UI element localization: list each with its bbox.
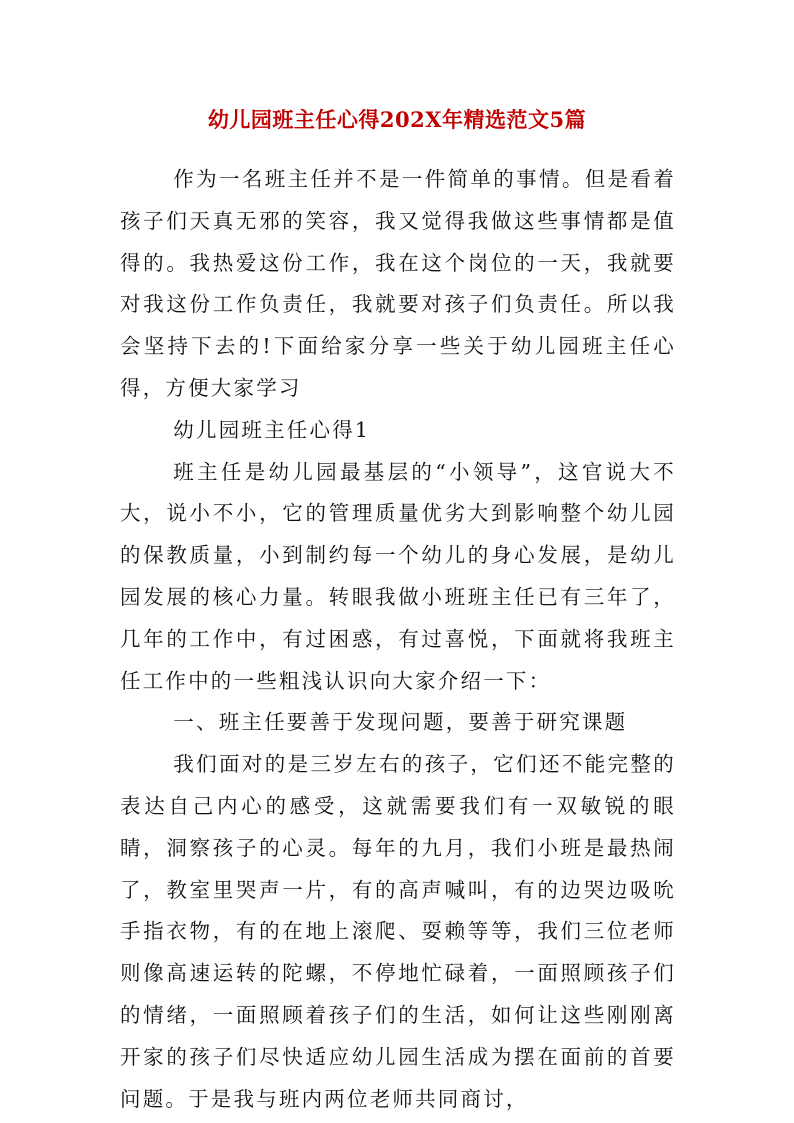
paragraph-1: 班主任是幼儿园最基层的“小领导”，这官说大不大，说小不小，它的管理质量优劣大到影响整个幼儿园的保教质量，小到制约每一个幼儿的身心发展，是幼儿园发展的核心力量。转眼我做小班班主任已有三年了，几年的工作中，有过困惑，有过喜悦，下面就将我班主任工作中的一些粗浅认识向大家介绍一下： [120,459,676,693]
paragraph-intro: 作为一名班主任并不是一件简单的事情。但是看着孩子们天真无邪的笑容，我又觉得我做这些事情都是值得的。我热爱这份工作，我在这个岗位的一天，我就要对我这份工作负责任，我就要对孩子们负责任。所以我会坚持下去的!下面给家分享一些关于幼儿园班主任心得，方便大家学习 [120,167,676,400]
subheading-1: 一、班主任要善于发现问题，要善于研究课题 [173,710,628,735]
paragraph-2: 我们面对的是三岁左右的孩子，它们还不能完整的表达自己内心的感受，这就需要我们有一双敏锐的眼睛，洞察孩子的心灵。每年的九月，我们小班是最热闹了，教室里哭声一片，有的高声喊叫，有的边哭边吸吮手指衣物，有的在地上滚爬、耍赖等等，我们三位老师则像高速运转的陀螺，不停地忙碌着，一面照顾孩子们的情绪，一面照顾着孩子们的生活，如何让这些刚刚离开家的孩子们尽快适应幼儿园生活成为摆在面前的首要问题。于是我与班内两位老师共同商讨， [120,752,676,1111]
document-title: 幼儿园班主任心得202X年精选范文5篇 [207,107,587,132]
section-heading-1: 幼儿园班主任心得1 [173,417,371,442]
document-body [120,159,676,1120]
